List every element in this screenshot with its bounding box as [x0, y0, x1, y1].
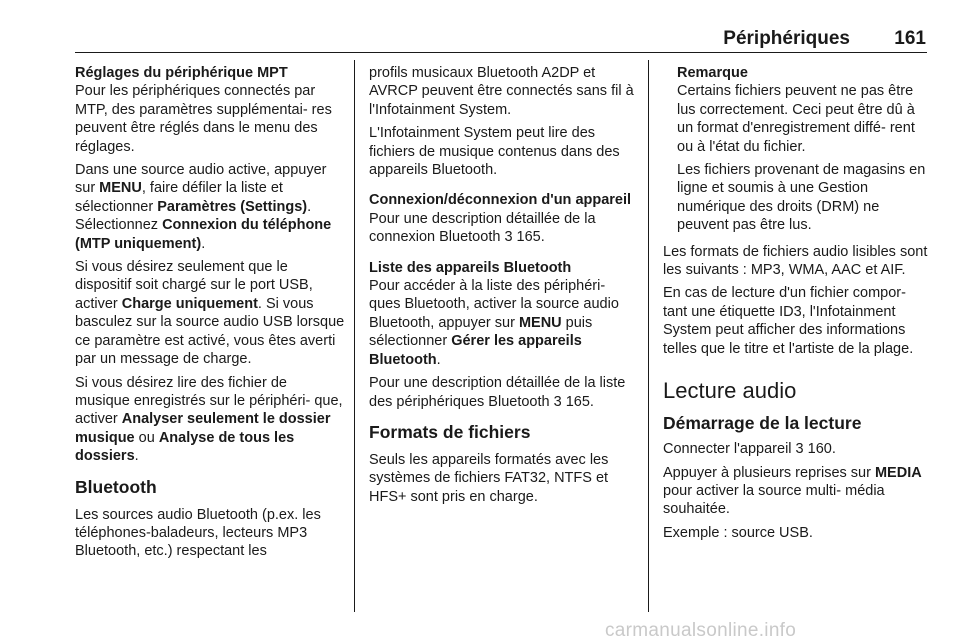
paragraph: Pour accéder à la liste des périphéri- ques Bluetooth, activer la source audio Bluetooth, appuyer sur MENU puis sélectionner Gérer les appareils Bluetooth.: [369, 278, 619, 368]
column-2: [369, 64, 639, 511]
media-button-ref: MEDIA: [874, 464, 922, 481]
column-divider-2: [648, 60, 649, 612]
menu-button-ref: MENU: [518, 314, 562, 331]
note-paragraph: Certains fichiers peuvent ne pas être lus correctement. Ceci peut être dû à un format d'enregistrement diffé- rent ou à l'état du fichier.: [677, 83, 915, 155]
paragraph: profils musicaux Bluetooth A2DP et AVRCP peuvent être connectés sans fil à l'Infotainment System.: [369, 65, 634, 118]
paragraph: Pour une description détaillée de la liste des périphériques Bluetooth 3 165.: [369, 375, 626, 410]
paragraph: Les formats de fichiers audio lisibles sont les suivants : MP3, WMA, AAC et AIF.: [663, 243, 928, 279]
paragraph: Pour les périphériques connectés par MTP, des paramètres supplémentai- res peuvent être réglés dans le menu des réglages.: [75, 83, 332, 155]
header-rule: [75, 52, 927, 53]
settings-menu-ref: Paramètres (Settings): [157, 198, 308, 215]
paragraph: En cas de lecture d'un fichier compor- tant une étiquette ID3, l'Infotainment System peut afficher des informations telles que le titre et l'artiste de la plage.: [663, 285, 914, 357]
paragraph: Dans une source audio active, appuyer sur MENU, faire défiler la liste et sélectionner Paramètres (Settings). Sélectionnez Connexion du téléphone (MTP uniquement).: [75, 162, 332, 252]
heading-file-formats: Formats de fichiers: [369, 421, 531, 442]
column-3: [663, 64, 929, 547]
charge-only-ref: Charge uniquement: [121, 295, 258, 312]
column-1: [75, 64, 345, 566]
note-paragraph: Les fichiers provenant de magasins en ligne et soumis à une Gestion numérique des droits (DRM) ne peuvent pas être lus.: [677, 162, 926, 234]
paragraph: Pour une description détaillée de la connexion Bluetooth 3 165.: [369, 210, 596, 246]
phone-connection-ref: Connexion du téléphone (MTP uniquement): [75, 217, 332, 252]
scan-music-folder-ref: Analyser seulement le dossier musique: [75, 411, 331, 446]
note-block: [663, 64, 929, 235]
page-header-title: Périphériques: [723, 28, 850, 49]
page-ref-icon: 3: [553, 393, 562, 410]
paragraph: Les sources audio Bluetooth (p.ex. les téléphones-baladeurs, lecteurs MP3 Bluetooth, etc.) respectant les: [75, 506, 321, 560]
column-divider-1: [354, 60, 355, 612]
paragraph: Seuls les appareils formatés avec les systèmes de fichiers FAT32, NTFS et HFS+ sont pris en charge.: [369, 451, 609, 505]
heading-connect-disconnect: Connexion/déconnexion d'un appareil: [369, 192, 632, 209]
heading-bluetooth: Bluetooth: [75, 476, 157, 497]
menu-button-ref: MENU: [99, 180, 142, 197]
watermark: carmanualsonline.info: [605, 620, 797, 641]
heading-mtp-settings: Réglages du périphérique MPT: [75, 65, 288, 81]
heading-audio-playback: Lecture audio: [663, 378, 797, 404]
paragraph: Si vous désirez lire des fichier de musique enregistrés sur le périphéri- que, activer Analyser seulement le dossier musique ou Analyse de tous les dossiers.: [75, 374, 343, 465]
paragraph: Appuyer à plusieurs reprises sur MEDIA pour activer la source multi- média souhaitée.: [663, 464, 922, 518]
page-ref-icon: 3: [795, 441, 804, 458]
scan-all-folders-ref: Analyse de tous les dossiers: [75, 429, 295, 465]
paragraph: Connecter l'appareil 3 160.: [663, 441, 836, 458]
note-title: Remarque: [677, 65, 748, 81]
paragraph: Si vous désirez seulement que le dispositif soit chargé sur le port USB, activer Charge uniquement. Si vous basculez sur la source audio USB lorsque ce paramètre est activé, vous êtes averti par un message de charge.: [75, 259, 345, 368]
paragraph: Exemple : source USB.: [663, 524, 813, 541]
heading-start-playback: Démarrage de la lecture: [663, 413, 862, 434]
manage-devices-ref: Gérer les appareils Bluetooth: [369, 333, 582, 368]
page-ref-icon: 3: [504, 229, 513, 246]
heading-device-list: Liste des appareils Bluetooth: [369, 259, 572, 276]
paragraph: L'Infotainment System peut lire des fichiers de musique contenus dans des appareils Bluetooth.: [369, 125, 620, 179]
page-number: 161: [894, 28, 926, 49]
